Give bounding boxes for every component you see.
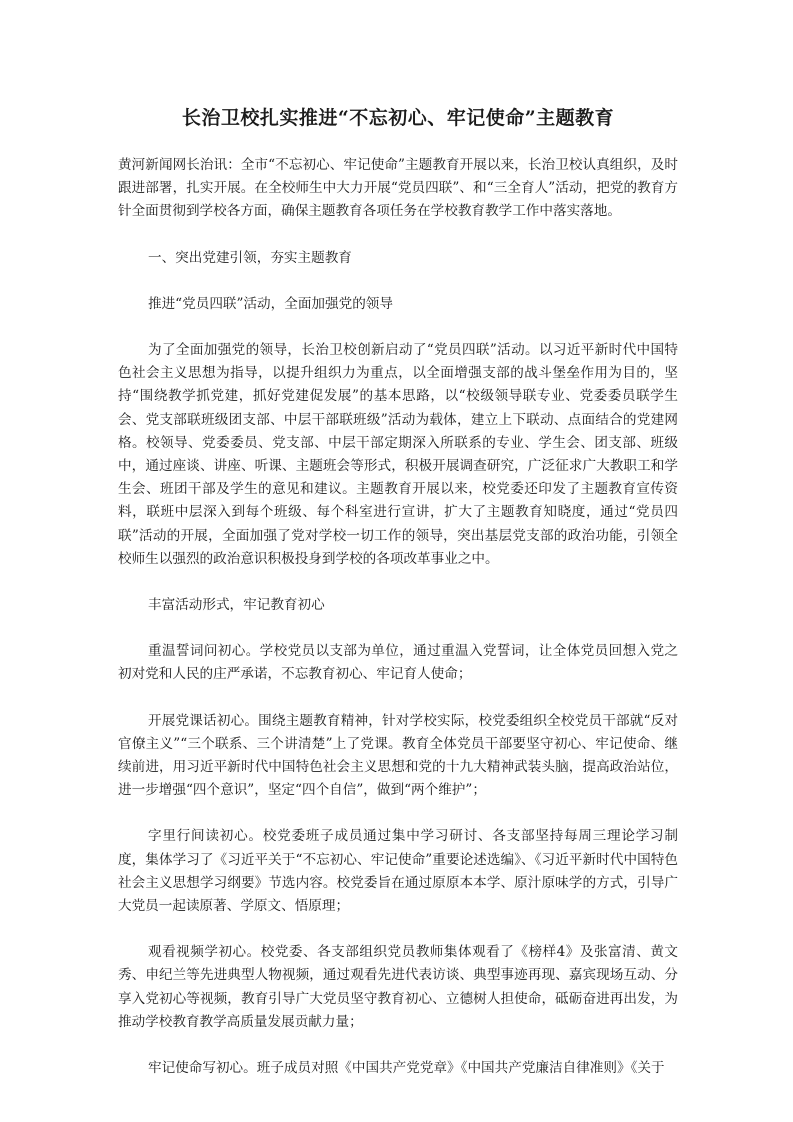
section-heading-1: 一、突出党建引领，夯实主题教育 <box>148 249 352 266</box>
subsection-heading-party-four-links: 推进“党员四联”活动，全面加强党的领导 <box>148 295 393 312</box>
body-paragraph-reading: 字里行间读初心。校党委班子成员通过集中学习研讨、各支部坚持每周三理论学习制度，集体学习了《习近平关于“不忘初心、牢记使命”重要论述选编》、《习近平新时代中国特色社会主义思想学习纲要》节选内容。校党委旨在通过原原本本学、原汁原味学的方式，引导广大党员一起读原著、学原文、悟原理； <box>118 828 678 915</box>
body-paragraph-party-lecture: 开展党课话初心。围绕主题教育精神，针对学校实际，校党委组织全校党员干部就“反对官僚主义”“三个联系、三个讲清楚”上了党课。教育全体党员干部要坚守初心、牢记使命、继续前进，用习近平新时代中国特色社会主义思想和党的十九大精神武装头脑，提高政治站位，进一步增强“四个意识”，坚定“四个自信”，做到“两个维护”； <box>118 712 678 799</box>
lead-paragraph: 黄河新闻网长治讯：全市“不忘初心、牢记使命”主题教育开展以来，长治卫校认真组织，及时跟进部署，扎实开展。在全校师生中大力开展“党员四联”、和“三全育人”活动，把党的教育方针全面贯彻到学校各方面，确保主题教育各项任务在学校教育教学工作中落实落地。 <box>118 157 678 220</box>
article-title: 长治卫校扎实推进“不忘初心、牢记使命”主题教育 <box>181 107 615 129</box>
body-paragraph-oath: 重温誓词问初心。学校党员以支部为单位，通过重温入党誓词，让全体党员回想入党之初对党和人民的庄严承诺，不忘教育初心、牢记育人使命； <box>118 643 678 683</box>
body-paragraph-party-four-links: 为了全面加强党的领导，长治卫校创新启动了“党员四联”活动。以习近平新时代中国特色社会主义思想为指导，以提升组织力为重点，以全面增强支部的战斗堡垒作用为目的，坚持“围绕教学抓党建，抓好党建促发展”的基本思路，以“校级领导联专业、党委委员联学生会、党支部联班级团支部、中层干部联班级”活动为载体，建立上下联动、点面结合的党建网格。校领导、党委委员、党支部、中层干部定期深入所联系的专业、学生会、团支部、班级中，通过座谈、讲座、听课、主题班会等形式，积极开展调查研究，广泛征求广大教职工和学生会、班团干部及学生的意见和建议。主题教育开展以来，校党委还印发了主题教育宣传资料，联班中层深入到每个班级、每个科室进行宣讲，扩大了主题教育知晓度，通过“党员四联”活动的开展，全面加强了党对学校一切工作的领导，突出基层党支部的政治功能，引领全校师生以强烈的政治意识积极投身到学校的各项改革事业之中。 <box>118 342 678 567</box>
subsection-heading-activities: 丰富活动形式，牢记教育初心 <box>148 597 325 614</box>
body-paragraph-writing: 牢记使命写初心。班子成员对照《中国共产党党章》《中国共产党廉洁自律准则》《关于 <box>148 1060 665 1077</box>
document-page <box>118 0 678 1080</box>
body-paragraph-video: 观看视频学初心。校党委、各支部组织党员教师集体观看了《榜样4》及张富清、黄文秀、申纪兰等先进典型人物视频，通过观看先进代表访谈、典型事迹再现、嘉宾现场互动、分享入党初心等视频，教育引导广大党员坚守教育初心、立德树人担使命，砥砺奋进再出发，为推动学校教育教学高质量发展贡献力量； <box>118 944 678 1030</box>
